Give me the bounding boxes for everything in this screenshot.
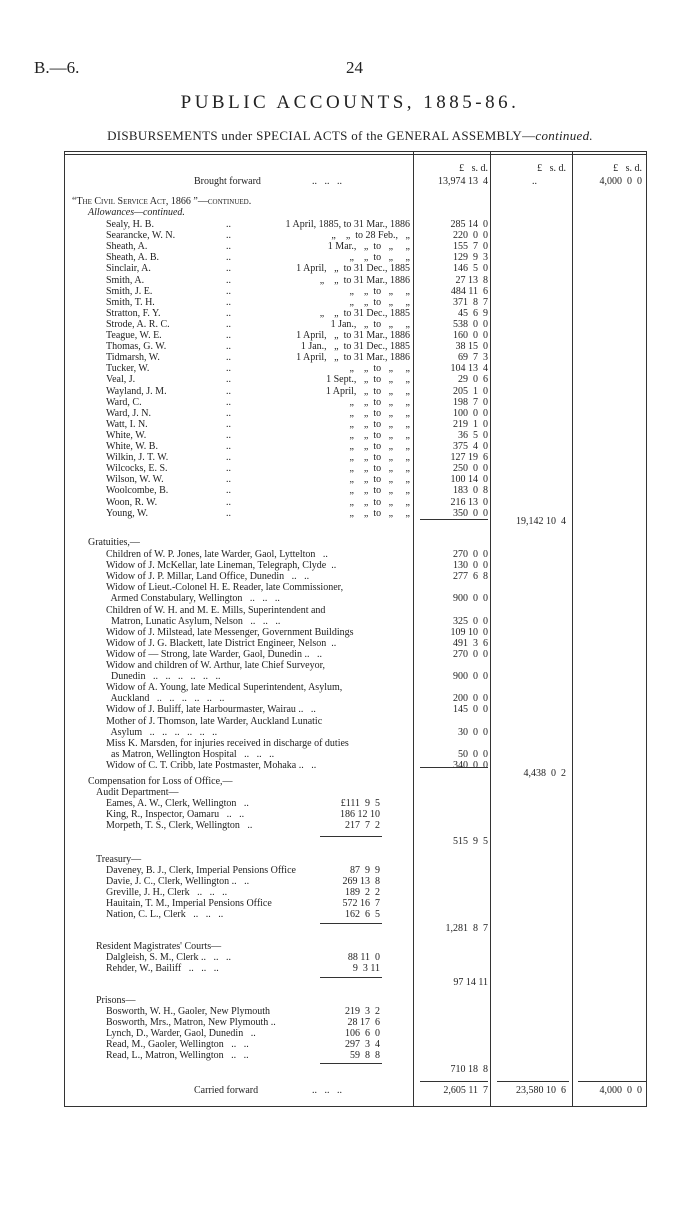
gratuity-amount: 277 6 8: [453, 571, 488, 583]
gratuities-total-rule: [420, 767, 488, 768]
gratuity-amount: 200 0 0: [453, 693, 488, 705]
allowance-amount: 129 9 3: [453, 252, 488, 264]
allowance-amount: 198 7 0: [453, 396, 488, 408]
allowance-name: Veal, J.: [106, 374, 136, 386]
gratuity-text: Mother of J. Thomson, late Warder, Auckland Lunatic: [106, 715, 323, 727]
allowance-period: „ „ to „ „: [349, 441, 410, 452]
allowance-amount: 38 15 0: [455, 341, 488, 353]
gratuity-text: Widow of J. McKellar, late Lineman, Telegraph, Clyde ..: [106, 560, 337, 572]
leader-dots: ..: [226, 474, 231, 486]
allowance-amount: 538 0 0: [453, 318, 488, 330]
gratuities-heading: Gratuities,—: [88, 537, 140, 548]
allowance-name: Sinclair, A.: [106, 263, 151, 275]
audit-row-amount: £111 9 5: [340, 798, 380, 809]
act-title: “The Civil Service Act, 1866 ”—continued.: [72, 196, 252, 207]
gratuity-text: Widow of J. G. Blackett, late District Engineer, Nelson ..: [106, 637, 337, 649]
allowance-name: Sheath, A.: [106, 241, 148, 253]
carried-rule-2: [497, 1081, 569, 1082]
allowance-amount: 220 0 0: [453, 230, 488, 242]
column-header-1: £ s. d.: [459, 163, 488, 174]
gratuity-text: Widow of Lieut.-Colonel H. E. Reader, late Commissioner,: [106, 582, 344, 594]
gratuity-text: Auckland .. .. .. .. .. ..: [106, 693, 225, 705]
rmc-row-name: Rehder, W., Bailiff .. .. ..: [106, 963, 219, 975]
allowances-total-rule: [420, 519, 488, 520]
leader-dots: ..: [226, 463, 231, 475]
allowance-period: „ „ to „ „: [349, 507, 410, 519]
gratuity-text: Widow of J. P. Millar, Land Office, Dunedin .. ..: [106, 571, 310, 583]
prisons-total: 710 18 8: [450, 1064, 488, 1075]
leader-dots: ..: [226, 341, 231, 353]
allowance-amount: 219 1 0: [453, 418, 488, 430]
allowance-name: Sheath, A. B.: [106, 252, 160, 264]
allowance-period: „ „ to „ „: [349, 296, 410, 308]
brought-forward-dots: .. .. ..: [312, 176, 342, 187]
prisons-row-amount: 297 3 4: [345, 1039, 380, 1051]
allowance-name: Ward, C.: [106, 396, 142, 408]
leader-dots: ..: [226, 330, 231, 341]
allowance-amount: 375 4 0: [453, 441, 488, 452]
allowance-amount: 69 7 3: [458, 352, 488, 364]
gratuity-text: Widow of — Strong, late Warder, Gaol, Dunedin .. ..: [106, 648, 322, 660]
allowance-amount: 285 14 0: [450, 219, 488, 230]
gratuity-amount: 270 0 0: [453, 549, 488, 560]
audit-row-amount: 186 12 10: [340, 809, 380, 821]
allowance-amount: 36 5 0: [458, 429, 488, 441]
subtitle-continued: continued.: [535, 128, 593, 143]
audit-row-amount: 217 7 2: [345, 820, 380, 832]
rmc-total: 97 14 11: [453, 977, 488, 988]
allowance-amount: 100 0 0: [453, 407, 488, 419]
allowance-name: Smith, J. E.: [106, 285, 153, 297]
prisons-row-name: Bosworth, Mrs., Matron, New Plymouth ..: [106, 1017, 276, 1029]
page-number: 24: [346, 58, 363, 77]
allowance-period: 1 April, „ to 31 Mar., 1886: [296, 330, 410, 341]
allowance-period: „ „ to „ „: [349, 363, 410, 375]
leader-dots: ..: [226, 296, 231, 308]
allowance-name: Tucker, W.: [106, 363, 150, 375]
column-header-2: £ s. d.: [537, 163, 566, 174]
allowance-period: 1 April, 1885, to 31 Mar., 1886: [285, 219, 410, 230]
leader-dots: ..: [226, 363, 231, 375]
column-header-3: £ s. d.: [613, 163, 642, 174]
prisons-row-name: Read, M., Gaoler, Wellington .. ..: [106, 1039, 249, 1051]
leader-dots: ..: [226, 252, 231, 264]
rmc-heading: Resident Magistrates' Courts—: [96, 941, 222, 952]
gratuity-text: Widow of J. Buliff, late Harbourmaster, Wairau .. ..: [106, 704, 316, 716]
treasury-row-amount: 269 13 8: [342, 876, 380, 888]
carried-forward-col1: 2,605 11 7: [443, 1085, 488, 1096]
gratuity-amount: 109 10 0: [450, 626, 488, 638]
prisons-row-amount: 59 8 8: [350, 1050, 380, 1062]
allowance-period: „ „ to „ „: [349, 396, 410, 408]
prisons-row-name: Lynch, D., Warder, Gaol, Dunedin ..: [106, 1028, 256, 1040]
allowances-total: 19,142 10 4: [516, 516, 566, 527]
leader-dots: ..: [226, 263, 231, 275]
allowances-heading: Allowances—continued.: [88, 207, 185, 218]
allowance-name: Wilson, W. W.: [106, 474, 164, 486]
leader-dots: ..: [226, 429, 231, 441]
leader-dots: ..: [226, 274, 231, 286]
gratuity-amount: 145 0 0: [453, 704, 488, 716]
prisons-row-name: Read, L., Matron, Wellington .. ..: [106, 1050, 249, 1062]
prisons-row-amount: 219 3 2: [345, 1006, 380, 1017]
rmc-row-amount: 88 11 0: [347, 952, 380, 963]
carried-rule-1: [420, 1081, 488, 1082]
allowance-period: 1 April, „ to „ „: [325, 385, 410, 397]
gratuity-amount: 30 0 0: [458, 726, 488, 738]
gratuity-amount: 325 0 0: [453, 615, 488, 627]
allowance-period: „ „ to „ „: [349, 418, 410, 430]
allowance-amount: 29 0 6: [458, 374, 488, 386]
carried-forward-col2: 23,580 10 6: [516, 1085, 566, 1096]
allowance-amount: 27 13 8: [455, 274, 488, 286]
allowance-name: Strode, A. R. C.: [106, 318, 170, 330]
treasury-row-amount: 189 2 2: [345, 887, 380, 899]
treasury-row-name: Hauitain, T. M., Imperial Pensions Office: [106, 898, 272, 910]
gratuity-text: Asylum .. .. .. .. .. ..: [106, 726, 218, 738]
leader-dots: ..: [226, 496, 231, 508]
allowance-name: Smith, T. H.: [106, 296, 155, 308]
treasury-row-name: Nation, C. L., Clerk .. .. ..: [106, 909, 224, 921]
rmc-total-rule: [320, 977, 382, 978]
compensation-heading: Compensation for Loss of Office,—: [88, 776, 233, 787]
gratuity-text: Matron, Lunatic Asylum, Nelson .. .. ..: [106, 615, 281, 627]
prisons-row-amount: 28 17 6: [347, 1017, 380, 1029]
allowance-period: „ „ to „ „: [349, 463, 410, 475]
gratuity-text: Widow and children of W. Arthur, late Chief Surveyor,: [106, 660, 326, 671]
gratuity-text: Widow of A. Young, late Medical Superintendent, Asylum,: [106, 682, 343, 694]
allowance-amount: 205 1 0: [453, 385, 488, 397]
brought-forward-label: Brought forward: [194, 176, 261, 187]
allowance-name: Stratton, F. Y.: [106, 307, 161, 319]
gratuity-amount: 340 0 0: [453, 759, 488, 771]
gratuity-amount: 270 0 0: [453, 648, 488, 660]
gratuity-text: Armed Constabulary, Wellington .. .. ..: [106, 593, 280, 605]
allowance-period: „ „ to „ „: [349, 485, 410, 497]
allowance-period: „ „ to „ „: [349, 252, 410, 264]
audit-row-name: Eames, A. W., Clerk, Wellington ..: [106, 798, 249, 809]
allowance-name: Wilcocks, E. S.: [106, 463, 168, 475]
allowance-name: Sealy, H. B.: [106, 219, 154, 230]
audit-total-rule: [320, 836, 382, 837]
treasury-heading: Treasury—: [96, 854, 142, 865]
allowance-period: 1 April, „ to 31 Dec., 1885: [296, 263, 410, 275]
treasury-row-amount: 572 16 7: [342, 898, 380, 910]
allowance-name: Tidmarsh, W.: [106, 352, 160, 364]
allowance-name: White, W.: [106, 429, 147, 441]
leader-dots: ..: [226, 285, 231, 297]
brought-forward-col1: 13,974 13 4: [438, 176, 488, 187]
allowance-amount: 146 5 0: [453, 263, 488, 275]
allowance-name: Wayland, J. M.: [106, 385, 167, 397]
allowance-period: „ „ to 28 Feb., „: [331, 230, 410, 242]
brought-forward-col2: ..: [532, 176, 537, 187]
gratuity-text: Widow of J. Milstead, late Messenger, Government Buildings: [106, 626, 354, 638]
allowance-name: Teague, W. E.: [106, 330, 162, 341]
prisons-total-rule: [320, 1063, 382, 1064]
allowance-amount: 127 19 6: [450, 452, 488, 464]
leader-dots: ..: [226, 452, 231, 464]
carried-forward-col3: 4,000 0 0: [599, 1085, 642, 1096]
leader-dots: ..: [226, 241, 231, 253]
audit-row-name: Morpeth, T. S., Clerk, Wellington ..: [106, 820, 253, 832]
gratuity-amount: 50 0 0: [458, 748, 488, 760]
treasury-total: 1,281 8 7: [445, 923, 488, 934]
allowance-period: 1 Jan., „ to „ „: [330, 318, 410, 330]
carried-rule-3: [578, 1081, 646, 1082]
column-divider-1: [413, 151, 414, 1107]
allowance-amount: 100 14 0: [450, 474, 488, 486]
gratuity-amount: 491 3 6: [453, 637, 488, 649]
allowance-amount: 484 11 6: [450, 285, 488, 297]
allowance-name: Wilkin, J. T. W.: [106, 452, 169, 464]
gratuities-total: 4,438 0 2: [523, 768, 566, 779]
leader-dots: ..: [226, 219, 231, 230]
allowance-period: „ „ to „ „: [349, 496, 410, 508]
table-top-rule: [64, 154, 647, 155]
leader-dots: ..: [226, 307, 231, 319]
leader-dots: ..: [226, 441, 231, 452]
rmc-row-amount: 9 3 11: [352, 963, 380, 975]
allowance-period: 1 April, „ to 31 Mar., 1886: [296, 352, 410, 364]
leader-dots: ..: [226, 485, 231, 497]
page-title: PUBLIC ACCOUNTS, 1885-86.: [180, 92, 520, 113]
allowance-period: „ „ to 31 Mar., 1886: [319, 274, 410, 286]
leader-dots: ..: [226, 230, 231, 242]
carried-forward-dots: .. .. ..: [312, 1085, 342, 1096]
column-divider-2: [490, 151, 491, 1107]
allowance-amount: 160 0 0: [453, 330, 488, 341]
allowance-period: „ „ to „ „: [349, 474, 410, 486]
leader-dots: ..: [226, 507, 231, 519]
allowance-amount: 183 0 8: [453, 485, 488, 497]
allowance-name: Ward, J. N.: [106, 407, 152, 419]
allowance-period: „ „ to 31 Dec., 1885: [319, 307, 410, 319]
allowance-amount: 371 8 7: [453, 296, 488, 308]
allowance-period: „ „ to „ „: [349, 429, 410, 441]
gratuity-text: Widow of C. T. Cribb, late Postmaster, Mohaka .. ..: [106, 759, 317, 771]
treasury-row-name: Davie, J. C., Clerk, Wellington .. ..: [106, 876, 250, 888]
allowance-period: „ „ to „ „: [349, 285, 410, 297]
allowance-name: White, W. B.: [106, 441, 158, 452]
subtitle-main: DISBURSEMENTS under SPECIAL ACTS of the GENERAL ASSEMBLY—: [107, 128, 536, 143]
page-subtitle: [0, 128, 700, 144]
allowance-name: Searancke, W. N.: [106, 230, 176, 242]
gratuity-amount: 900 0 0: [453, 671, 488, 683]
allowance-amount: 45 6 9: [458, 307, 488, 319]
leader-dots: ..: [226, 418, 231, 430]
allowance-period: „ „ to „ „: [349, 407, 410, 419]
treasury-row-name: Daveney, B. J., Clerk, Imperial Pensions Office: [106, 865, 296, 876]
allowance-amount: 250 0 0: [453, 463, 488, 475]
carried-forward-label: Carried forward: [194, 1085, 259, 1096]
gratuity-text: Dunedin .. .. .. .. .. ..: [106, 671, 221, 683]
prisons-heading: Prisons—: [96, 995, 136, 1006]
gratuity-text: Miss K. Marsden, for injuries received in discharge of duties: [106, 737, 349, 749]
gratuity-text: as Matron, Wellington Hospital .. .. ..: [106, 748, 275, 760]
audit-total: 515 9 5: [453, 836, 488, 847]
document-reference: B.—6.: [34, 58, 80, 77]
allowance-period: „ „ to „ „: [349, 452, 410, 464]
gratuity-amount: 900 0 0: [453, 593, 488, 605]
allowance-period: 1 Sept., „ to „ „: [326, 374, 410, 386]
treasury-row-amount: 87 9 9: [350, 865, 380, 876]
allowance-name: Thomas, G. W.: [106, 341, 167, 353]
allowance-name: Smith, A.: [106, 274, 145, 286]
audit-heading: Audit Department—: [96, 787, 179, 798]
leader-dots: ..: [226, 385, 231, 397]
leader-dots: ..: [226, 374, 231, 386]
gratuity-text: Children of W. P. Jones, late Warder, Gaol, Lyttelton ..: [106, 549, 328, 560]
allowance-period: 1 Jan., „ to 31 Dec., 1885: [300, 341, 410, 353]
treasury-row-amount: 162 6 5: [345, 909, 380, 921]
allowance-amount: 104 13 4: [450, 363, 488, 375]
leader-dots: ..: [226, 407, 231, 419]
rmc-row-name: Dalgleish, S. M., Clerk .. .. ..: [106, 952, 231, 963]
brought-forward-col3: 4,000 0 0: [599, 176, 642, 187]
allowance-amount: 350 0 0: [453, 507, 488, 519]
allowance-name: Young, W.: [106, 507, 149, 519]
gratuity-amount: 130 0 0: [453, 560, 488, 572]
prisons-row-amount: 106 6 0: [345, 1028, 380, 1040]
allowance-amount: 155 7 0: [453, 241, 488, 253]
audit-row-name: King, R., Inspector, Oamaru .. ..: [106, 809, 245, 821]
treasury-row-name: Greville, J. H., Clerk .. .. ..: [106, 887, 228, 899]
allowance-period: 1 Mar., „ to „ „: [327, 241, 410, 253]
column-divider-3: [572, 151, 573, 1107]
treasury-total-rule: [320, 923, 382, 924]
prisons-row-name: Bosworth, W. H., Gaoler, New Plymouth: [106, 1006, 271, 1017]
allowance-amount: 216 13 0: [450, 496, 488, 508]
leader-dots: ..: [226, 318, 231, 330]
gratuity-text: Children of W. H. and M. E. Mills, Superintendent and: [106, 604, 326, 616]
allowance-name: Woolcombe, B.: [106, 485, 169, 497]
allowance-name: Watt, I. N.: [106, 418, 148, 430]
allowance-name: Woon, R. W.: [106, 496, 158, 508]
leader-dots: ..: [226, 396, 231, 408]
leader-dots: ..: [226, 352, 231, 364]
